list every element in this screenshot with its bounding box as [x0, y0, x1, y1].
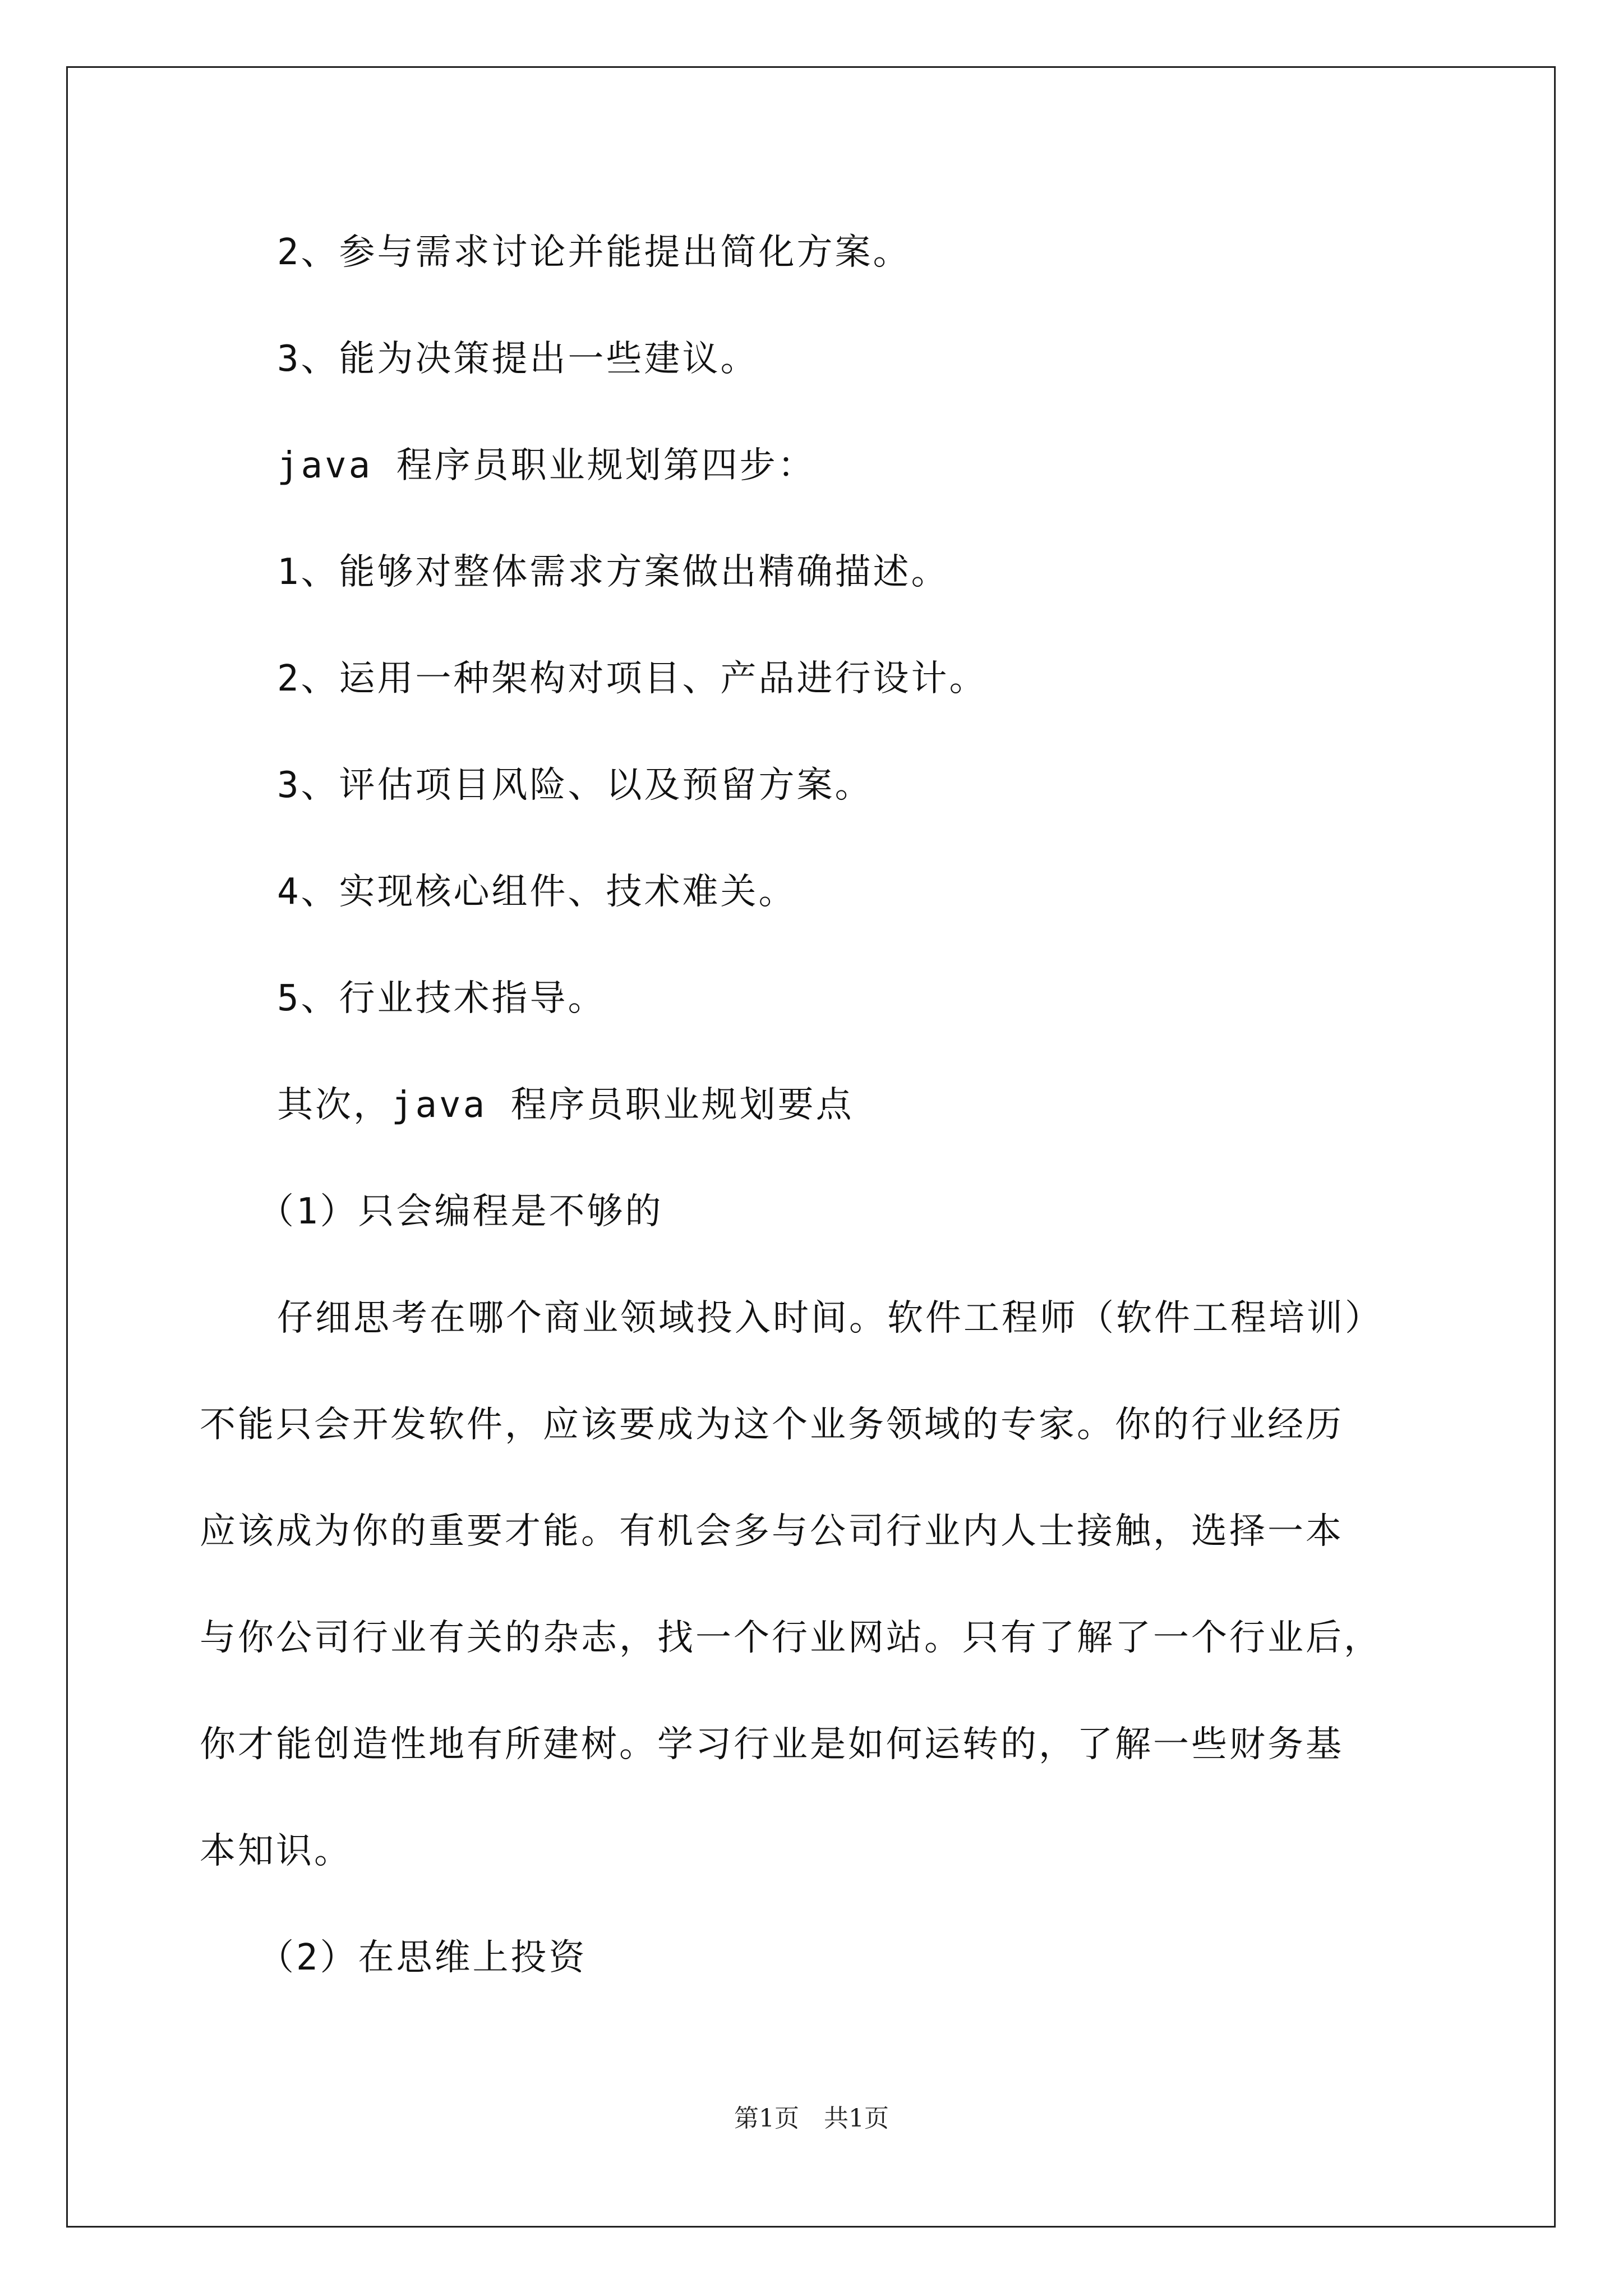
list-item-participate-discussion: 2、参与需求讨论并能提出简化方案。 — [277, 232, 911, 273]
list-item-decision-advice: 3、能为决策提出一些建议。 — [277, 338, 759, 380]
page-footer: 第1页 共1页 — [734, 2104, 889, 2133]
subheading-coding-not-enough: （1）只会编程是不够的 — [258, 1191, 663, 1232]
page-border — [66, 66, 1556, 2228]
section-heading-step-four: java 程序员职业规划第四步： — [277, 445, 816, 486]
subheading-invest-in-thinking: （2）在思维上投资 — [258, 1937, 587, 1978]
section-heading-key-points: 其次，java 程序员职业规划要点 — [277, 1084, 854, 1126]
paragraph-line-4: 与你公司行业有关的杂志，找一个行业网站。只有了解了一个行业后， — [200, 1617, 1382, 1659]
paragraph-line-3: 应该成为你的重要才能。有机会多与公司行业内人士接触，选择一本 — [200, 1511, 1344, 1552]
paragraph-line-1: 仔细思考在哪个商业领域投入时间。软件工程师（软件工程培训） — [277, 1297, 1383, 1339]
list-item-describe-requirements: 1、能够对整体需求方案做出精确描述。 — [277, 551, 949, 593]
paragraph-line-5: 你才能创造性地有所建树。学习行业是如何运转的，了解一些财务基 — [200, 1724, 1344, 1765]
list-item-core-components: 4、实现核心组件、技术难关。 — [277, 871, 797, 913]
paragraph-line-6: 本知识。 — [200, 1830, 352, 1872]
paragraph-line-2: 不能只会开发软件，应该要成为这个业务领域的专家。你的行业经历 — [200, 1404, 1344, 1446]
list-item-risk-assessment: 3、评估项目风险、以及预留方案。 — [277, 765, 873, 806]
list-item-industry-guidance: 5、行业技术指导。 — [277, 978, 606, 1019]
list-item-architecture-design: 2、运用一种架构对项目、产品进行设计。 — [277, 658, 988, 700]
